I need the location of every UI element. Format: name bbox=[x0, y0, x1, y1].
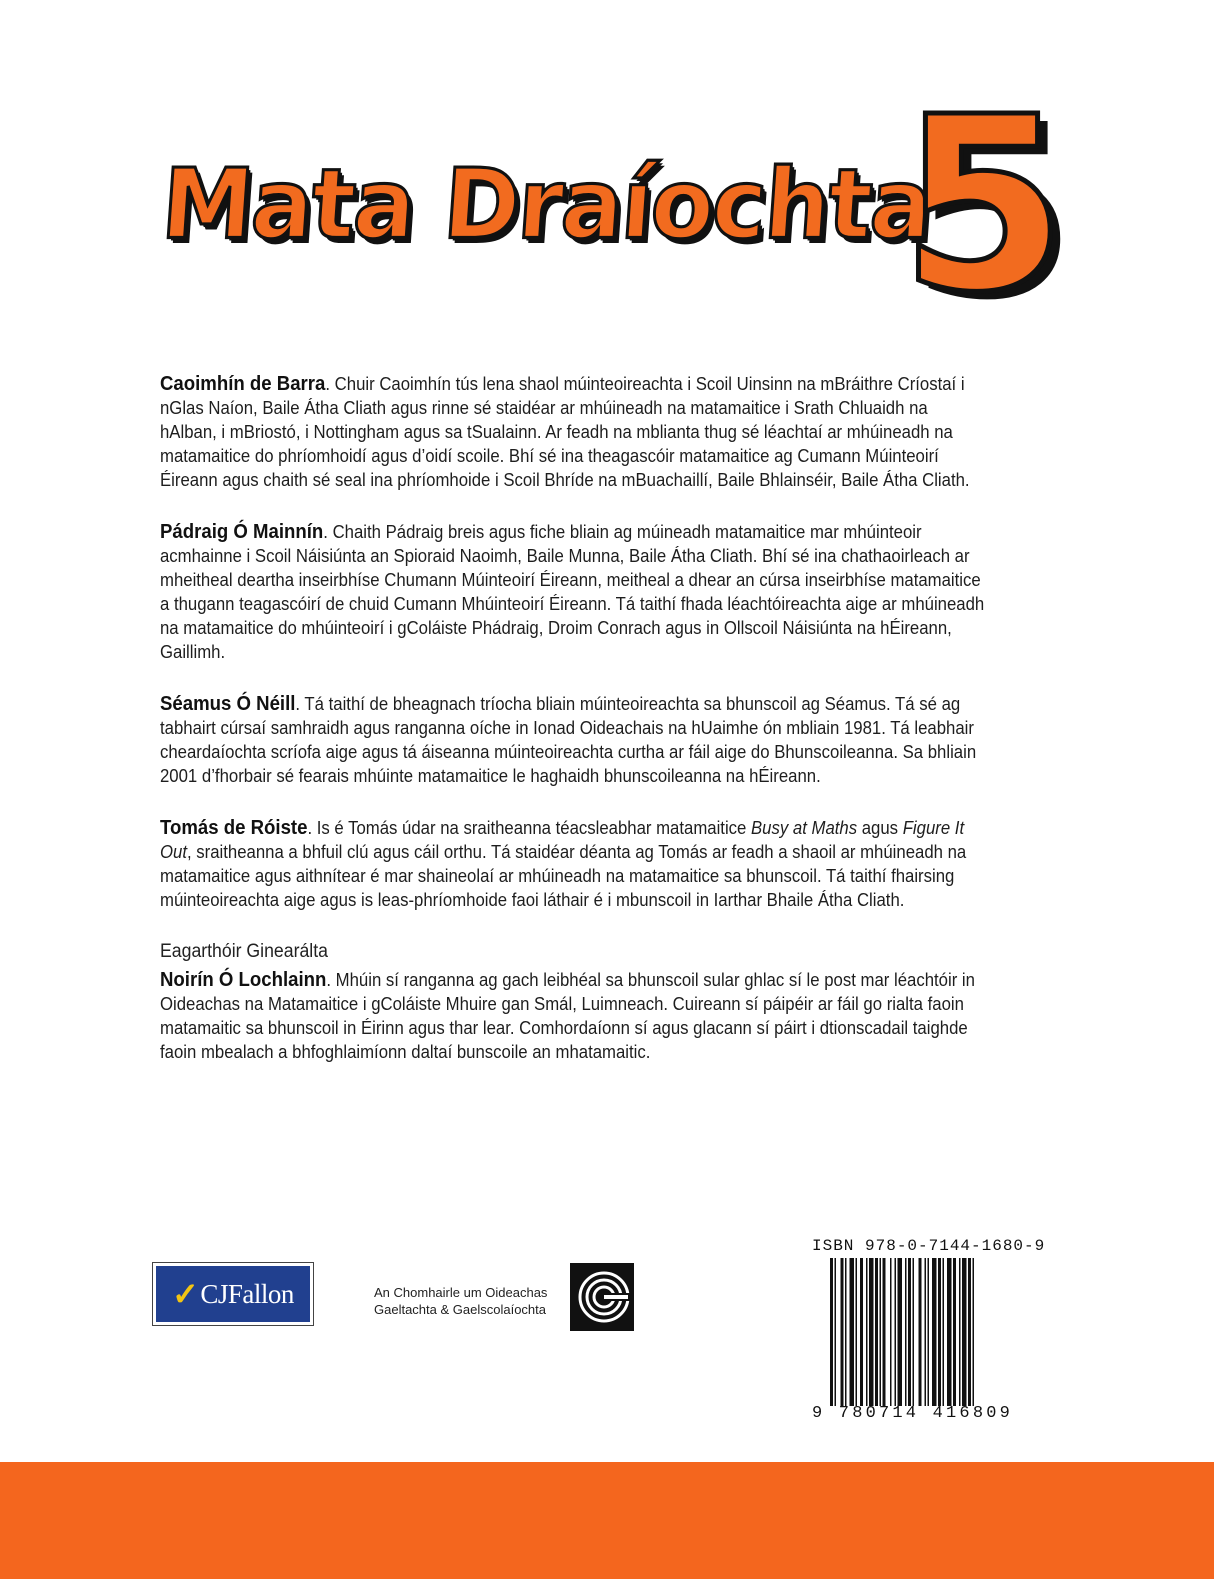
barcode-bar bbox=[943, 1258, 945, 1406]
author-bio-text: . Tá taithí de bheagnach tríocha bliain múinteoireachta sa bhunscoil ag Séamus. Tá sé ag tabhairt cúrsaí samhraidh agus ranganna oíche in Ionad Oideachais na hUaimhe ón mbliain 1981. Tá leabhair cheardaíochta scríofa aige agus tá áiseanna múinteoireachta curtha ar fáil aige do Bhunscoileanna. Sa bhliain 2001 d’fhorbair sé fearais mhúinte matamaitice le haghaidh bhunscoileanna na hÉireann. bbox=[160, 694, 977, 786]
isbn-barcode bbox=[812, 1258, 1022, 1428]
author-bio-text: . Chuir Caoimhín tús lena shaol múinteoireachta i Scoil Uinsinn na mBráithre Críostaí i nGlas Naíon, Baile Átha Cliath agus rinne sé staidéar ar mhúineadh na matamaitice i Srath Chluaidh na hAlban, i mBriostó, i Nottingham agus sa tSualainn. Ar feadh na mblianta thug sé léachtaí ar mhúineadh na matamaitice do phríomhoidí agus d’oidí scoile. Bhí sé ina theagascóir matamaitice ag Cumann Múinteoirí Éireann agus chaith sé seal ina phríomhoide i Scoil Bhríde na mBuachaillí, Baile Bhlainséir, Baile Átha Cliath. bbox=[160, 374, 970, 490]
author-name: Séamus Ó Néill bbox=[160, 693, 296, 715]
barcode-bar bbox=[968, 1258, 971, 1406]
barcode-bar bbox=[835, 1258, 837, 1406]
barcode-bar bbox=[959, 1258, 961, 1406]
barcode-bar bbox=[938, 1258, 941, 1406]
cogg-line-1: An Chomhairle um Oideachas bbox=[374, 1285, 548, 1300]
barcode-bar bbox=[856, 1258, 858, 1406]
author-name: Caoimhín de Barra bbox=[160, 373, 326, 395]
barcode-bar bbox=[925, 1258, 927, 1406]
barcode-bar bbox=[919, 1258, 922, 1406]
author-bio-text: . Is é Tomás údar na sraitheanna téacsleabhar matamaitice bbox=[307, 818, 752, 838]
bio-o-neill bbox=[160, 692, 988, 788]
book-title: Mata Draíochta bbox=[158, 148, 935, 261]
book-series-title: Busy at Maths bbox=[751, 818, 858, 838]
barcode-bar bbox=[928, 1258, 930, 1406]
barcode-bar bbox=[932, 1258, 937, 1406]
barcode-bar bbox=[973, 1258, 975, 1406]
barcode-bar bbox=[860, 1258, 863, 1406]
bio-editor bbox=[160, 968, 988, 1064]
barcode-bars bbox=[830, 1258, 1016, 1406]
editor-name: Noirín Ó Lochlainn bbox=[160, 969, 327, 991]
author-bios bbox=[160, 372, 988, 1092]
barcode-digits: 9 780714 416809 bbox=[812, 1404, 1014, 1423]
bio-de-barra bbox=[160, 372, 988, 492]
barcode-bar bbox=[841, 1258, 844, 1406]
cogg-name bbox=[374, 1284, 564, 1318]
barcode-bar bbox=[869, 1258, 874, 1406]
publisher-logo-text: CJFallon bbox=[200, 1278, 294, 1309]
footer-orange-band bbox=[0, 1462, 1214, 1579]
author-name: Tomás de Róiste bbox=[160, 817, 308, 839]
barcode-bar bbox=[850, 1258, 855, 1406]
volume-number: 5 bbox=[900, 65, 1067, 345]
author-bio-text: agus bbox=[857, 818, 903, 838]
barcode-bar bbox=[898, 1258, 903, 1406]
author-bio-text: . Chaith Pádraig breis agus fiche bliain ag múineadh matamaitice mar mhúinteoir acmhainne i Scoil Náisiúnta an Spioraid Naoimh, Baile Munna, Baile Átha Cliath. Bhí sé ina chathaoirleach ar mheitheal deartha inseirbhíse Chumann Múinteoirí Éireann, meitheal a dhear an cúrsa inseirbhíse matamaitice a thugann teagascóirí de chuid Cumann Mhúinteoirí Éireann. Tá taithí fhada léachtóireachta aige ar mhúineadh na matamaitice do mhúinteoirí i gColáiste Phádraig, Droim Conrach agus in Ollscoil Náisiúnta na hÉireann, Gaillimh. bbox=[160, 522, 985, 662]
cogg-logo-icon bbox=[570, 1263, 634, 1331]
bio-de-roiste bbox=[160, 816, 988, 912]
barcode-bar bbox=[895, 1258, 897, 1406]
book-series-title: Figure It Out bbox=[160, 818, 965, 862]
cogg-line-2: Gaeltachta & Gaelscolaíochta bbox=[374, 1302, 546, 1317]
editor-bio-text: . Mhúin sí ranganna ag gach leibhéal sa bhunscoil sular ghlac sí le post mar léachtóir in Oideachas na Matamaitice i gColáiste Mhuire gan Smál, Luimneach. Cuireann sí páipéir ar fáil go rialta faoin matamaitic sa bhunscoil in Éirinn agus thar lear. Comhordaíonn sí agus glacann sí páirt i dtionscadail taighde faoin mbealach a bhfoghlaimíonn daltaí bunscoile an mhatamaitic. bbox=[160, 970, 975, 1062]
barcode-bar bbox=[866, 1258, 868, 1406]
barcode-bar bbox=[890, 1258, 892, 1406]
barcode-bar bbox=[913, 1258, 915, 1406]
barcode-bar bbox=[953, 1258, 956, 1406]
author-bio-text: , sraitheanna a bhfuil clú agus cáil orthu. Tá staidéar déanta ag Tomás ar feadh a shaoil ar mhúineadh na matamaitice agus aithnítear é mar shaineolaí ar mhúineadh na matamaitice sa bhunscoil. Tá taithí fhairsing múinteoireachta aige agus is leas-phríomhoide faoi láthair é i mbunscoil in Iarthar Bhaile Átha Cliath. bbox=[160, 842, 967, 910]
barcode-bar bbox=[830, 1258, 833, 1406]
book-title-area bbox=[158, 140, 935, 270]
barcode-bar bbox=[908, 1258, 911, 1406]
isbn-label: ISBN 978-0-7144-1680-9 bbox=[812, 1237, 1046, 1255]
bio-o-mainnin bbox=[160, 520, 988, 664]
barcode-bar bbox=[905, 1258, 907, 1406]
checkmark-icon: ✓ bbox=[172, 1276, 199, 1312]
barcode-bar bbox=[947, 1258, 952, 1406]
barcode-bar bbox=[883, 1258, 886, 1406]
barcode-bar bbox=[962, 1258, 967, 1406]
barcode-bar bbox=[875, 1258, 878, 1406]
publisher-logo bbox=[152, 1262, 314, 1326]
editor-heading: Eagarthóir Ginearálta bbox=[160, 941, 328, 962]
barcode-bar bbox=[880, 1258, 882, 1406]
barcode-bar bbox=[845, 1258, 847, 1406]
author-name: Pádraig Ó Mainnín bbox=[160, 521, 324, 543]
